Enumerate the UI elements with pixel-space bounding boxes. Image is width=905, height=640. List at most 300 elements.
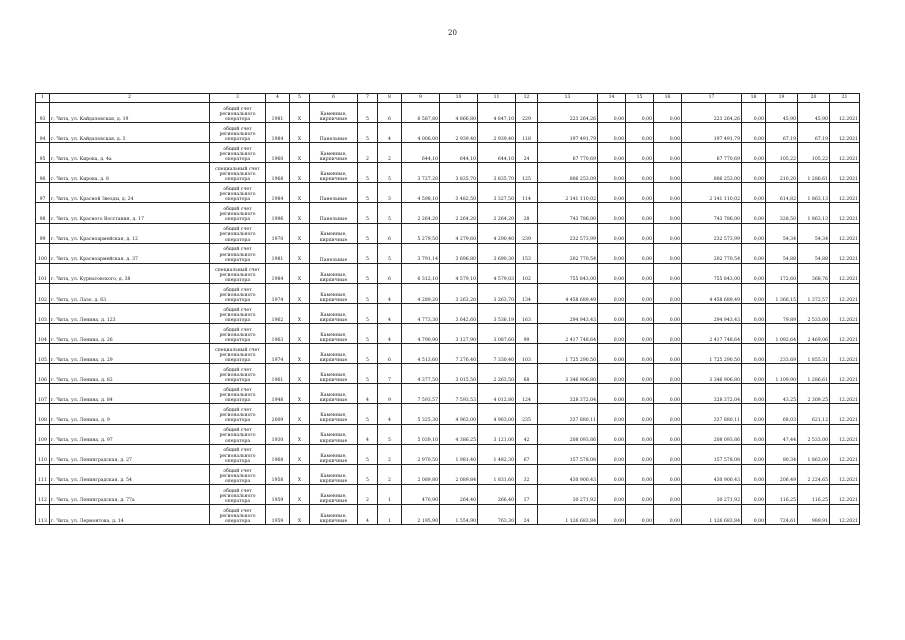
cell-total-cost: 430 900,43 — [538, 464, 598, 484]
cell-total-cost: 202 770,54 — [538, 243, 598, 263]
cell-living-area: 2 089,84 — [440, 464, 478, 484]
table-row — [36, 484, 860, 504]
cell-account-type: общий счет регионального оператора — [210, 444, 266, 464]
cell-completion-date: 12.2021 — [830, 444, 860, 464]
cell-owner-funds: 208 093,86 — [682, 424, 742, 444]
cell-unit-cost-per-sqm: 47,44 — [766, 424, 798, 444]
cell-fund-source-2: 0,00 — [626, 364, 654, 384]
cell-row-number: 107 — [36, 384, 50, 404]
cell-row-number: 97 — [36, 183, 50, 203]
column-header: 13 — [538, 94, 598, 103]
cell-wall-material: Каменные, кирпичные — [310, 444, 358, 464]
table-row — [36, 384, 860, 404]
cell-address: г. Чита, ул. Лермонтова, д. 14 — [50, 504, 210, 524]
cell-address: г. Чита, ул. Курнатовского, д. 38 — [50, 263, 210, 283]
cell-year-built: 1960 — [266, 143, 290, 163]
cell-address: г. Чита, ул. Красноармейская, д. 37 — [50, 243, 210, 263]
cell-account-type: общий счет регионального оператора — [210, 103, 266, 123]
cell-living-area: 264,40 — [440, 484, 478, 504]
cell-fund-source-1: 0,00 — [598, 243, 626, 263]
cell-total-area: 5 325,30 — [402, 404, 440, 424]
cell-owner-funds: 1 725 290,50 — [682, 344, 742, 364]
cell-fund-source-1: 0,00 — [598, 183, 626, 203]
cell-fund-source-1: 0,00 — [598, 404, 626, 424]
cell-unit-cost-per-sqm: 328,50 — [766, 203, 798, 223]
cell-address: г. Чита, ул. Ленинградская, д. 54 — [50, 464, 210, 484]
column-header: 19 — [766, 94, 798, 103]
cell-total-area: 7 593,57 — [402, 384, 440, 404]
column-header: 3 — [210, 94, 266, 103]
cell-completion-date: 12.2021 — [830, 203, 860, 223]
cell-unit-cost-per-sqm: 1 092,64 — [766, 324, 798, 344]
cell-fund-source-2: 0,00 — [626, 203, 654, 223]
cell-fund-source-2: 0,00 — [626, 103, 654, 123]
cell-limit-cost-per-sqm: 2 224,65 — [798, 464, 830, 484]
cell-limit-cost-per-sqm: 54,34 — [798, 223, 830, 243]
cell-entrances: 6 — [378, 344, 402, 364]
cell-address: г. Чита, ул. Ленина, д. 82 — [50, 364, 210, 384]
cell-completion-date: 12.2021 — [830, 464, 860, 484]
cell-wall-material: Каменные, кирпичные — [310, 143, 358, 163]
cell-account-type: общий счет регионального оператора — [210, 504, 266, 524]
table-row — [36, 263, 860, 283]
page-number: 20 — [448, 29, 457, 37]
cell-wall-material: Каменные, кирпичные — [310, 404, 358, 424]
cell-other-funds: 0,00 — [742, 183, 766, 203]
table-row — [36, 504, 860, 524]
cell-unit-cost-per-sqm: 45,90 — [766, 103, 798, 123]
cell-wall-material: Каменные, кирпичные — [310, 263, 358, 283]
cell-entrances: 4 — [378, 324, 402, 344]
cell-residential-area: 1 482,30 — [478, 444, 516, 464]
cell-fund-source-2: 0,00 — [626, 424, 654, 444]
cell-other-funds: 0,00 — [742, 143, 766, 163]
cell-residents: 67 — [516, 444, 538, 464]
cell-year-built: 1961 — [266, 364, 290, 384]
cell-address: г. Чита, ул. Кирова, д. 4а — [50, 143, 210, 163]
cell-fund-source-1: 0,00 — [598, 203, 626, 223]
cell-wall-material: Каменные, кирпичные — [310, 344, 358, 364]
column-header: 9 — [402, 94, 440, 103]
cell-entrances: 6 — [378, 103, 402, 123]
cell-completion-date: 12.2021 — [830, 163, 860, 183]
cell-address: г. Чита, ул. Кайдаловская, д. 3 — [50, 123, 210, 143]
cell-completion-date: 12.2021 — [830, 504, 860, 524]
cell-residents: 24 — [516, 143, 538, 163]
cell-residents: 99 — [516, 324, 538, 344]
cell-limit-cost-per-sqm: 116,25 — [798, 484, 830, 504]
cell-other-funds: 0,00 — [742, 223, 766, 243]
cell-total-area: 4 513,60 — [402, 344, 440, 364]
housing-register-table-wrap — [35, 93, 858, 525]
cell-limit-cost-per-sqm: 2 533,00 — [798, 303, 830, 323]
cell-total-area: 644,10 — [402, 143, 440, 163]
cell-residents: 125 — [516, 163, 538, 183]
cell-total-cost: 2 141 110,02 — [538, 183, 598, 203]
cell-total-cost: 232 573,99 — [538, 223, 598, 243]
cell-address: г. Чита, ул. Ленина, д. 97 — [50, 424, 210, 444]
cell-residents: 24 — [516, 504, 538, 524]
cell-total-cost: 1 725 290,50 — [538, 344, 598, 364]
cell-account-type: общий счет регионального оператора — [210, 384, 266, 404]
cell-year-built: 1996 — [266, 203, 290, 223]
cell-entrances: 2 — [378, 143, 402, 163]
cell-other-funds: 0,00 — [742, 163, 766, 183]
cell-year-built: 1981 — [266, 103, 290, 123]
cell-residents: 114 — [516, 183, 538, 203]
cell-living-area: 3 127,90 — [440, 324, 478, 344]
cell-other-funds: 0,00 — [742, 243, 766, 263]
cell-total-cost: 30 271,92 — [538, 484, 598, 504]
cell-completion-date: 12.2021 — [830, 263, 860, 283]
cell-account-type: общий счет регионального оператора — [210, 464, 266, 484]
cell-year-renovated: Х — [290, 123, 310, 143]
cell-account-type: общий счет регионального оператора — [210, 404, 266, 424]
cell-other-funds: 0,00 — [742, 464, 766, 484]
cell-residential-area: 3 536,19 — [478, 303, 516, 323]
cell-living-area: 2 264,20 — [440, 203, 478, 223]
cell-living-area: 3 835,70 — [440, 163, 478, 183]
cell-limit-cost-per-sqm: 1 286,61 — [798, 163, 830, 183]
cell-limit-cost-per-sqm: 1 372,57 — [798, 283, 830, 303]
cell-limit-cost-per-sqm: 621,12 — [798, 404, 830, 424]
cell-limit-cost-per-sqm: 1 855,31 — [798, 344, 830, 364]
cell-total-cost: 3 346 906,80 — [538, 364, 598, 384]
cell-wall-material: Каменные, кирпичные — [310, 303, 358, 323]
cell-total-area: 3 791,14 — [402, 243, 440, 263]
cell-unit-cost-per-sqm: 206,49 — [766, 464, 798, 484]
cell-owner-funds: 430 900,43 — [682, 464, 742, 484]
cell-total-cost: 755 843,00 — [538, 263, 598, 283]
cell-fund-source-1: 0,00 — [598, 303, 626, 323]
cell-owner-funds: 67 770,69 — [682, 143, 742, 163]
cell-fund-source-2: 0,00 — [626, 444, 654, 464]
cell-completion-date: 12.2021 — [830, 143, 860, 163]
cell-wall-material: Панельные — [310, 243, 358, 263]
cell-floors: 4 — [358, 384, 378, 404]
table-row — [36, 203, 860, 223]
cell-year-renovated: Х — [290, 404, 310, 424]
cell-residents: 103 — [516, 344, 538, 364]
cell-fund-source-1: 0,00 — [598, 504, 626, 524]
cell-floors: 5 — [358, 344, 378, 364]
cell-fund-source-3: 0,00 — [654, 123, 682, 143]
cell-residential-area: 3 327,50 — [478, 183, 516, 203]
table-row — [36, 283, 860, 303]
cell-account-type: общий счет регионального оператора — [210, 424, 266, 444]
cell-residential-area: 763,30 — [478, 504, 516, 524]
cell-address: г. Чита, ул. Красного Восстания, д. 17 — [50, 203, 210, 223]
cell-other-funds: 0,00 — [742, 203, 766, 223]
cell-residents: 28 — [516, 203, 538, 223]
cell-entrances: 1 — [378, 504, 402, 524]
cell-fund-source-3: 0,00 — [654, 424, 682, 444]
cell-residential-area: 2 264,20 — [478, 203, 516, 223]
cell-entrances: 4 — [378, 404, 402, 424]
cell-living-area: 3 263,20 — [440, 283, 478, 303]
cell-completion-date: 12.2021 — [830, 303, 860, 323]
cell-account-type: общий счет регионального оператора — [210, 223, 266, 243]
column-header: 20 — [798, 94, 830, 103]
table-row — [36, 103, 860, 123]
cell-floors: 5 — [358, 223, 378, 243]
cell-address: г. Чита, ул. Красноармейская, д. 12 — [50, 223, 210, 243]
cell-year-built: 1959 — [266, 504, 290, 524]
cell-fund-source-2: 0,00 — [626, 243, 654, 263]
cell-total-area: 4 289,20 — [402, 283, 440, 303]
cell-other-funds: 0,00 — [742, 504, 766, 524]
cell-total-cost: 294 943,43 — [538, 303, 598, 323]
cell-completion-date: 12.2021 — [830, 183, 860, 203]
column-header: 5 — [290, 94, 310, 103]
cell-fund-source-3: 0,00 — [654, 404, 682, 424]
cell-residential-area: 4 579,03 — [478, 263, 516, 283]
cell-row-number: 94 — [36, 123, 50, 143]
cell-total-area: 4 006,00 — [402, 123, 440, 143]
column-header: 12 — [516, 94, 538, 103]
cell-account-type: общий счет регионального оператора — [210, 123, 266, 143]
cell-wall-material: Каменные, кирпичные — [310, 464, 358, 484]
cell-year-renovated: Х — [290, 344, 310, 364]
cell-residential-area: 644,10 — [478, 143, 516, 163]
cell-unit-cost-per-sqm: 614,82 — [766, 183, 798, 203]
cell-wall-material: Каменные, кирпичные — [310, 163, 358, 183]
cell-limit-cost-per-sqm: 2 309,25 — [798, 384, 830, 404]
cell-fund-source-1: 0,00 — [598, 464, 626, 484]
column-header: 15 — [626, 94, 654, 103]
cell-address: г. Чита, ул. Ленина, д. 29 — [50, 344, 210, 364]
cell-unit-cost-per-sqm: 67,19 — [766, 123, 798, 143]
cell-living-area: 644,10 — [440, 143, 478, 163]
cell-limit-cost-per-sqm: 2 469,06 — [798, 324, 830, 344]
cell-completion-date: 12.2021 — [830, 243, 860, 263]
cell-year-built: 1970 — [266, 223, 290, 243]
cell-other-funds: 0,00 — [742, 263, 766, 283]
cell-row-number: 113 — [36, 504, 50, 524]
cell-account-type: специальный счет регионального оператора — [210, 163, 266, 183]
cell-total-cost: 337 880,11 — [538, 404, 598, 424]
cell-owner-funds: 806 253,00 — [682, 163, 742, 183]
cell-year-built: 1968 — [266, 163, 290, 183]
column-header: 10 — [440, 94, 478, 103]
cell-owner-funds: 294 943,43 — [682, 303, 742, 323]
cell-year-renovated: Х — [290, 183, 310, 203]
cell-completion-date: 12.2021 — [830, 123, 860, 143]
cell-owner-funds: 337 880,11 — [682, 404, 742, 424]
cell-year-renovated: Х — [290, 163, 310, 183]
cell-unit-cost-per-sqm: 210,20 — [766, 163, 798, 183]
column-header: 1 — [36, 94, 50, 103]
cell-wall-material: Панельные — [310, 183, 358, 203]
cell-fund-source-1: 0,00 — [598, 123, 626, 143]
cell-total-cost: 4 458 689,49 — [538, 283, 598, 303]
cell-year-renovated: Х — [290, 424, 310, 444]
cell-year-built: 1968 — [266, 444, 290, 464]
cell-year-renovated: Х — [290, 444, 310, 464]
cell-owner-funds: 4 458 689,49 — [682, 283, 742, 303]
cell-other-funds: 0,00 — [742, 424, 766, 444]
cell-fund-source-1: 0,00 — [598, 324, 626, 344]
cell-account-type: общий счет регионального оператора — [210, 203, 266, 223]
cell-account-type: общий счет регионального оператора — [210, 143, 266, 163]
cell-fund-source-3: 0,00 — [654, 484, 682, 504]
cell-living-area: 4 866,80 — [440, 103, 478, 123]
cell-fund-source-1: 0,00 — [598, 444, 626, 464]
cell-living-area: 3 482,50 — [440, 183, 478, 203]
cell-owner-funds: 743 786,00 — [682, 203, 742, 223]
cell-wall-material: Каменные, кирпичные — [310, 384, 358, 404]
cell-total-area: 6 587,80 — [402, 103, 440, 123]
cell-address: г. Чита, ул. Красной Звезды, д. 24 — [50, 183, 210, 203]
cell-year-renovated: Х — [290, 243, 310, 263]
cell-year-renovated: Х — [290, 143, 310, 163]
cell-floors: 2 — [358, 143, 378, 163]
cell-entrances: 3 — [378, 183, 402, 203]
cell-owner-funds: 1 126 683,84 — [682, 504, 742, 524]
table-row — [36, 223, 860, 243]
cell-fund-source-2: 0,00 — [626, 163, 654, 183]
cell-row-number: 93 — [36, 103, 50, 123]
cell-fund-source-2: 0,00 — [626, 303, 654, 323]
cell-fund-source-3: 0,00 — [654, 103, 682, 123]
cell-total-area: 4 598,10 — [402, 183, 440, 203]
cell-residents: 229 — [516, 103, 538, 123]
table-body — [36, 103, 860, 525]
cell-year-built: 1958 — [266, 464, 290, 484]
cell-year-renovated: Х — [290, 384, 310, 404]
cell-other-funds: 0,00 — [742, 364, 766, 384]
cell-row-number: 109 — [36, 424, 50, 444]
cell-total-area: 470,90 — [402, 484, 440, 504]
cell-floors: 5 — [358, 203, 378, 223]
cell-fund-source-3: 0,00 — [654, 163, 682, 183]
table-row — [36, 243, 860, 263]
cell-address: г. Чита, ул. Ленинградская, д. 27 — [50, 444, 210, 464]
column-header: 2 — [50, 94, 210, 103]
cell-fund-source-1: 0,00 — [598, 364, 626, 384]
cell-account-type: специальный счет регионального оператора — [210, 263, 266, 283]
cell-year-renovated: Х — [290, 324, 310, 344]
cell-living-area: 4 579,10 — [440, 263, 478, 283]
cell-floors: 5 — [358, 263, 378, 283]
cell-entrances: 4 — [378, 283, 402, 303]
column-header: 17 — [682, 94, 742, 103]
cell-year-built: 1974 — [266, 283, 290, 303]
cell-entrances: 2 — [378, 464, 402, 484]
cell-total-cost: 197 491,79 — [538, 123, 598, 143]
cell-total-area: 4 790,90 — [402, 324, 440, 344]
cell-fund-source-3: 0,00 — [654, 143, 682, 163]
cell-entrances: 9 — [378, 384, 402, 404]
cell-wall-material: Каменные, кирпичные — [310, 504, 358, 524]
cell-limit-cost-per-sqm: 45,90 — [798, 103, 830, 123]
cell-fund-source-2: 0,00 — [626, 263, 654, 283]
cell-residents: 68 — [516, 364, 538, 384]
cell-floors: 4 — [358, 504, 378, 524]
cell-floors: 5 — [358, 324, 378, 344]
cell-total-area: 5 039,10 — [402, 424, 440, 444]
cell-total-cost: 2 417 748,64 — [538, 324, 598, 344]
cell-limit-cost-per-sqm: 1 286,61 — [798, 364, 830, 384]
cell-total-cost: 67 770,69 — [538, 143, 598, 163]
cell-year-built: 1984 — [266, 263, 290, 283]
cell-fund-source-3: 0,00 — [654, 263, 682, 283]
cell-unit-cost-per-sqm: 80,34 — [766, 444, 798, 464]
cell-fund-source-2: 0,00 — [626, 404, 654, 424]
cell-fund-source-3: 0,00 — [654, 384, 682, 404]
cell-wall-material: Каменные, кирпичные — [310, 283, 358, 303]
cell-fund-source-3: 0,00 — [654, 444, 682, 464]
cell-year-built: 1963 — [266, 324, 290, 344]
cell-limit-cost-per-sqm: 368,76 — [798, 263, 830, 283]
cell-floors: 5 — [358, 103, 378, 123]
cell-entrances: 7 — [378, 364, 402, 384]
cell-row-number: 104 — [36, 324, 50, 344]
cell-year-built: 1984 — [266, 123, 290, 143]
cell-account-type: общий счет регионального оператора — [210, 303, 266, 323]
cell-completion-date: 12.2021 — [830, 223, 860, 243]
cell-unit-cost-per-sqm: 43,25 — [766, 384, 798, 404]
cell-row-number: 108 — [36, 404, 50, 424]
cell-residential-area: 2 939,40 — [478, 123, 516, 143]
column-header: 8 — [378, 94, 402, 103]
cell-year-built: 2009 — [266, 404, 290, 424]
cell-other-funds: 0,00 — [742, 303, 766, 323]
cell-limit-cost-per-sqm: 2 533,00 — [798, 424, 830, 444]
table-row — [36, 404, 860, 424]
cell-unit-cost-per-sqm: 724,61 — [766, 504, 798, 524]
cell-address: г. Чита, ул. Ленина, д. 84 — [50, 384, 210, 404]
column-header: 11 — [478, 94, 516, 103]
cell-living-area: 2 939,40 — [440, 123, 478, 143]
cell-owner-funds: 223 264,26 — [682, 103, 742, 123]
cell-floors: 5 — [358, 364, 378, 384]
cell-owner-funds: 197 491,79 — [682, 123, 742, 143]
cell-row-number: 105 — [36, 344, 50, 364]
cell-floors: 5 — [358, 303, 378, 323]
cell-year-renovated: Х — [290, 203, 310, 223]
cell-floors: 5 — [358, 123, 378, 143]
cell-unit-cost-per-sqm: 68,03 — [766, 404, 798, 424]
cell-unit-cost-per-sqm: 1 366,15 — [766, 283, 798, 303]
cell-residential-area: 4 290,40 — [478, 223, 516, 243]
cell-residential-area: 2 263,50 — [478, 364, 516, 384]
cell-account-type: специальный счет регионального оператора — [210, 344, 266, 364]
cell-residential-area: 4 847,10 — [478, 103, 516, 123]
cell-year-renovated: Х — [290, 103, 310, 123]
cell-row-number: 106 — [36, 364, 50, 384]
cell-limit-cost-per-sqm: 67,19 — [798, 123, 830, 143]
cell-floors: 5 — [358, 243, 378, 263]
cell-fund-source-2: 0,00 — [626, 223, 654, 243]
cell-living-area: 1 554,90 — [440, 504, 478, 524]
cell-owner-funds: 2 417 748,64 — [682, 324, 742, 344]
cell-fund-source-2: 0,00 — [626, 183, 654, 203]
cell-total-area: 2 089,80 — [402, 464, 440, 484]
cell-fund-source-1: 0,00 — [598, 344, 626, 364]
cell-living-area: 4 279,60 — [440, 223, 478, 243]
cell-unit-cost-per-sqm: 233,69 — [766, 344, 798, 364]
cell-unit-cost-per-sqm: 54,34 — [766, 223, 798, 243]
cell-owner-funds: 202 770,54 — [682, 243, 742, 263]
cell-fund-source-1: 0,00 — [598, 384, 626, 404]
cell-entrances: 5 — [378, 163, 402, 183]
cell-total-cost: 743 786,00 — [538, 203, 598, 223]
cell-owner-funds: 755 843,00 — [682, 263, 742, 283]
cell-living-area: 7 276,40 — [440, 344, 478, 364]
cell-entrances: 2 — [378, 444, 402, 464]
cell-total-area: 2 264,20 — [402, 203, 440, 223]
